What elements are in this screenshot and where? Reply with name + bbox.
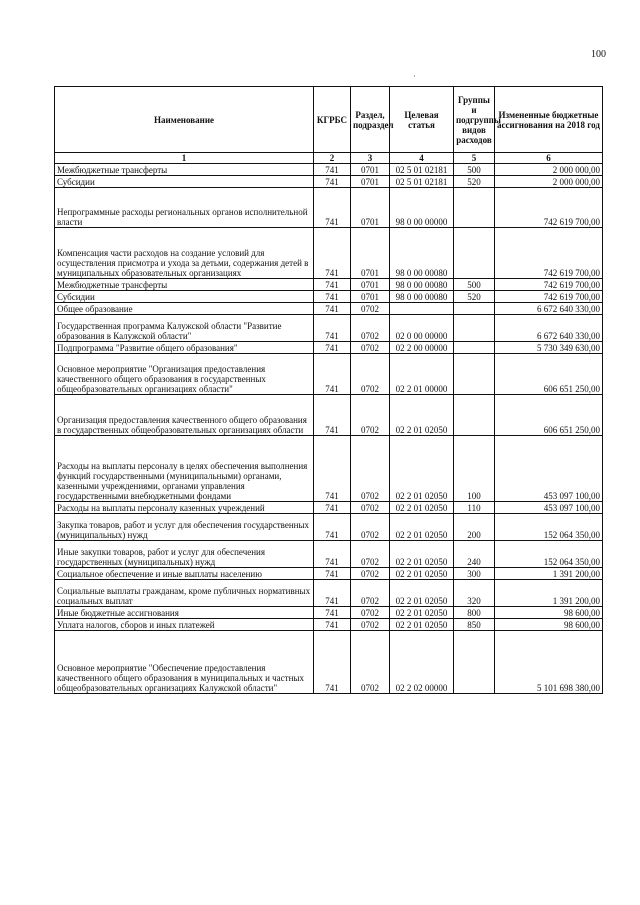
row-name: Социальное обеспечение и иные выплаты населению: [55, 568, 314, 580]
row-kgrbs: 741: [314, 303, 351, 315]
row-section: 0702: [351, 315, 390, 342]
table-row: [55, 279, 603, 291]
row-amount: 6 672 640 330,00: [495, 315, 603, 342]
row-section: 0702: [351, 342, 390, 354]
col-number: 4: [390, 153, 454, 164]
header-kgrbs: КГРБС: [314, 87, 351, 153]
row-group: [454, 395, 495, 436]
table-row: [55, 176, 603, 188]
row-kgrbs: 741: [314, 568, 351, 580]
row-article: 02 0 00 00000: [390, 315, 454, 342]
row-group: 240: [454, 541, 495, 568]
row-kgrbs: 741: [314, 631, 351, 694]
row-amount: 2 000 000,00: [495, 176, 603, 188]
row-name: Закупка товаров, работ и услуг для обеспечения государственных (муниципальных) нужд: [55, 514, 314, 541]
row-group: 500: [454, 164, 495, 176]
table-row: [55, 619, 603, 631]
row-kgrbs: 741: [314, 502, 351, 514]
col-number: 6: [495, 153, 603, 164]
row-section: 0702: [351, 541, 390, 568]
row-section: 0702: [351, 436, 390, 502]
row-name: Основное мероприятие "Обеспечение предоставления качественного общего образования в муниципальных и частных общеобразовательных организациях Калужской области": [55, 631, 314, 694]
row-name: Межбюджетные трансферты: [55, 164, 314, 176]
row-kgrbs: 741: [314, 619, 351, 631]
row-article: 02 2 01 02050: [390, 580, 454, 607]
row-group: 100: [454, 436, 495, 502]
table-row: [55, 315, 603, 342]
row-section: 0702: [351, 502, 390, 514]
row-section: 0702: [351, 303, 390, 315]
row-article: 02 2 01 02050: [390, 502, 454, 514]
row-group: [454, 354, 495, 395]
row-article: 02 2 01 02050: [390, 607, 454, 619]
table-row: [55, 303, 603, 315]
row-amount: 1 391 200,00: [495, 568, 603, 580]
row-kgrbs: 741: [314, 291, 351, 303]
row-amount: 152 064 350,00: [495, 541, 603, 568]
row-section: 0702: [351, 580, 390, 607]
row-kgrbs: 741: [314, 342, 351, 354]
row-article: 02 2 01 02050: [390, 541, 454, 568]
row-group: 520: [454, 176, 495, 188]
row-amount: 1 391 200,00: [495, 580, 603, 607]
row-group: 200: [454, 514, 495, 541]
row-group: 300: [454, 568, 495, 580]
row-group: 320: [454, 580, 495, 607]
row-group: 110: [454, 502, 495, 514]
row-article: 02 2 01 02050: [390, 514, 454, 541]
row-article: 98 0 00 00000: [390, 188, 454, 228]
row-kgrbs: 741: [314, 580, 351, 607]
row-group: [454, 188, 495, 228]
budget-table: [54, 86, 603, 694]
row-kgrbs: 741: [314, 315, 351, 342]
col-number: 3: [351, 153, 390, 164]
table-row: [55, 568, 603, 580]
header-row: [55, 87, 603, 153]
table-row: [55, 541, 603, 568]
row-group: 850: [454, 619, 495, 631]
row-section: 0701: [351, 228, 390, 279]
row-name: Подпрограмма "Развитие общего образования": [55, 342, 314, 354]
row-name: Расходы на выплаты персоналу в целях обеспечения выполнения функций государственными (муниципальными) органами, казенными учреждениями, органами управления государственными внебюджетными фондами: [55, 436, 314, 502]
row-section: 0701: [351, 176, 390, 188]
row-kgrbs: 741: [314, 541, 351, 568]
row-amount: 98 600,00: [495, 619, 603, 631]
table-row: [55, 291, 603, 303]
row-kgrbs: 741: [314, 436, 351, 502]
row-amount: 606 651 250,00: [495, 395, 603, 436]
row-amount: 453 097 100,00: [495, 502, 603, 514]
row-amount: 5 730 349 630,00: [495, 342, 603, 354]
row-kgrbs: 741: [314, 164, 351, 176]
row-article: 02 5 01 02181: [390, 164, 454, 176]
column-number-row: [55, 153, 603, 164]
row-article: 98 0 00 00080: [390, 279, 454, 291]
table-row: [55, 342, 603, 354]
row-article: 02 2 01 02050: [390, 436, 454, 502]
row-kgrbs: 741: [314, 607, 351, 619]
header-section: Раздел, подраздел: [351, 87, 390, 153]
table-row: [55, 607, 603, 619]
row-group: [454, 631, 495, 694]
row-name: Общее образование: [55, 303, 314, 315]
row-name: Иные закупки товаров, работ и услуг для обеспечения государственных (муниципальных) нужд: [55, 541, 314, 568]
row-group: [454, 303, 495, 315]
row-section: 0701: [351, 188, 390, 228]
row-section: 0702: [351, 619, 390, 631]
row-article: 02 2 01 02050: [390, 395, 454, 436]
table-row: [55, 502, 603, 514]
header-groups: Группы и подгруппы видов расходов: [454, 87, 495, 153]
header-article: Целевая статья: [390, 87, 454, 153]
header-amount: Измененные бюджетные ассигнования на 2018 год: [495, 87, 603, 153]
row-name: Государственная программа Калужской области "Развитие образования в Калужской области": [55, 315, 314, 342]
row-amount: 152 064 350,00: [495, 514, 603, 541]
row-name: Иные бюджетные ассигнования: [55, 607, 314, 619]
col-number: 1: [55, 153, 314, 164]
table-row: [55, 228, 603, 279]
row-article: 02 2 00 00000: [390, 342, 454, 354]
row-amount: 742 619 700,00: [495, 291, 603, 303]
row-amount: 742 619 700,00: [495, 279, 603, 291]
table-row: [55, 436, 603, 502]
row-section: 0702: [351, 514, 390, 541]
row-article: 02 2 01 02050: [390, 568, 454, 580]
row-name: Уплата налогов, сборов и иных платежей: [55, 619, 314, 631]
row-section: 0702: [351, 607, 390, 619]
row-name: Расходы на выплаты персоналу казенных учреждений: [55, 502, 314, 514]
row-article: [390, 303, 454, 315]
table-row: [55, 514, 603, 541]
col-number: 2: [314, 153, 351, 164]
row-amount: 742 619 700,00: [495, 188, 603, 228]
row-name: Социальные выплаты гражданам, кроме публичных нормативных социальных выплат: [55, 580, 314, 607]
row-section: 0701: [351, 291, 390, 303]
row-amount: 453 097 100,00: [495, 436, 603, 502]
row-article: 98 0 00 00080: [390, 291, 454, 303]
row-kgrbs: 741: [314, 354, 351, 395]
header-name: Наименование: [55, 87, 314, 153]
row-article: 98 0 00 00080: [390, 228, 454, 279]
row-article: 02 5 01 02181: [390, 176, 454, 188]
row-amount: 606 651 250,00: [495, 354, 603, 395]
row-amount: 6 672 640 330,00: [495, 303, 603, 315]
table-row: [55, 580, 603, 607]
table-row: [55, 395, 603, 436]
row-name: Субсидии: [55, 291, 314, 303]
row-name: Компенсация части расходов на создание условий для осуществления присмотра и ухода за детьми, содержания детей в муниципальных образовательных организациях: [55, 228, 314, 279]
row-article: 02 2 01 00000: [390, 354, 454, 395]
table-body: [55, 164, 603, 694]
row-section: 0701: [351, 164, 390, 176]
row-name: Организация предоставления качественного общего образования в государственных общеобразовательных организациях области: [55, 395, 314, 436]
row-section: 0702: [351, 395, 390, 436]
row-section: 0702: [351, 354, 390, 395]
row-kgrbs: 741: [314, 188, 351, 228]
row-group: [454, 342, 495, 354]
table-row: [55, 354, 603, 395]
row-name: Межбюджетные трансферты: [55, 279, 314, 291]
table-row: [55, 188, 603, 228]
page-number: 100: [591, 49, 606, 60]
row-kgrbs: 741: [314, 514, 351, 541]
row-section: 0702: [351, 631, 390, 694]
row-kgrbs: 741: [314, 228, 351, 279]
row-group: [454, 315, 495, 342]
row-kgrbs: 741: [314, 176, 351, 188]
row-amount: 742 619 700,00: [495, 228, 603, 279]
row-amount: 98 600,00: [495, 607, 603, 619]
row-group: 800: [454, 607, 495, 619]
row-name: Непрограммные расходы региональных органов исполнительной власти: [55, 188, 314, 228]
row-section: 0702: [351, 568, 390, 580]
row-name: Субсидии: [55, 176, 314, 188]
row-section: 0701: [351, 279, 390, 291]
table-row: [55, 631, 603, 694]
row-amount: 5 101 698 380,00: [495, 631, 603, 694]
col-number: 5: [454, 153, 495, 164]
row-name: Основное мероприятие "Организация предоставления качественного общего образования в государственных общеобразовательных организациях области": [55, 354, 314, 395]
row-kgrbs: 741: [314, 395, 351, 436]
row-amount: 2 000 000,00: [495, 164, 603, 176]
scan-dot: ·: [413, 72, 416, 81]
row-article: 02 2 02 00000: [390, 631, 454, 694]
table-row: [55, 164, 603, 176]
row-kgrbs: 741: [314, 279, 351, 291]
row-group: 500: [454, 279, 495, 291]
row-article: 02 2 01 02050: [390, 619, 454, 631]
row-group: [454, 228, 495, 279]
row-group: 520: [454, 291, 495, 303]
